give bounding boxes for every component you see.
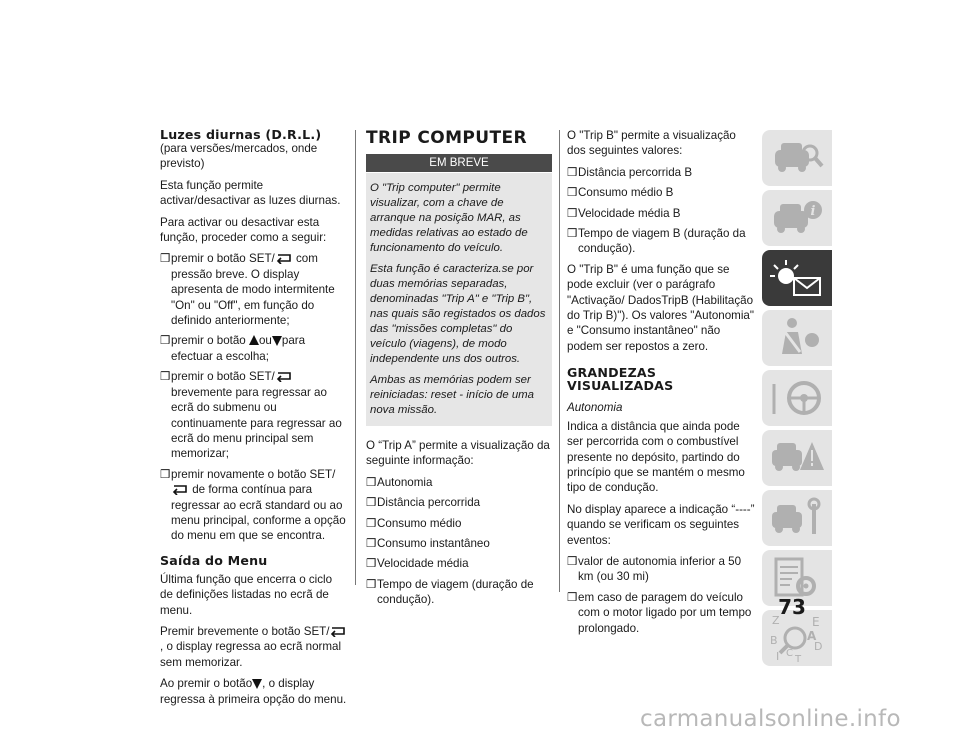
index-letter: T — [795, 654, 802, 665]
index-letter: C — [786, 648, 793, 659]
drl-intro: (para versões/mercados, onde previsto) — [160, 142, 318, 171]
exit-paragraph-3: Ao premir o botão , o display regressa à primeira opção do menu. — [160, 677, 347, 706]
index-letter: E — [812, 615, 820, 629]
subtitle-autonomia: Autonomia — [567, 401, 623, 415]
em-breve-paragraph-3: Ambas as memórias podem ser reiniciadas: reset - início de uma nova missão. — [370, 374, 534, 416]
checkbox-bullet-icon: ❒ — [567, 227, 578, 241]
trip-b-note: O "Trip B" é uma função que se pode excluir (ver o parágrafo "Activação/ DadosTripB (Habilitação do Trip B)"). Os valores "Autonomia" e "Consumo instantâneo" não podem ser repostos a zero. — [567, 262, 754, 353]
tab-safety[interactable] — [762, 310, 832, 366]
list-item: ❒ premir o botão ou para efectuar a escolha; — [160, 334, 306, 363]
checkbox-bullet-icon: ❒ — [567, 590, 578, 604]
list-item: ❒ Consumo médio — [366, 516, 462, 530]
checkbox-bullet-icon: ❒ — [160, 252, 171, 266]
list-item: ❒ Autonomia — [366, 475, 433, 489]
list-item: ❒ valor de autonomia inferior a 50 km (ou 30 mi) — [567, 554, 742, 584]
list-item: ❒ premir o botão SET/ brevemente para regressar ao ecrã do submenu ou continuamente para regressar ao ecrã do menu principal sem memorizar; — [160, 370, 342, 461]
tab-emergency[interactable] — [762, 430, 832, 486]
drl-paragraph-2: Para activar ou desactivar esta função, proceder como a seguir: — [160, 215, 327, 245]
list-item: ❒ Distância percorrida — [366, 496, 481, 510]
checkbox-bullet-icon: ❒ — [366, 537, 377, 551]
section-title-trip-computer: TRIP COMPUTER — [366, 128, 527, 148]
section-title-drl: Luzes diurnas (D.R.L.) — [160, 127, 322, 142]
list-item: ❒ Consumo médio B — [567, 186, 674, 200]
index-letter: B — [770, 634, 778, 647]
trip-b-paragraph: O "Trip B" permite a visualização dos seguintes valores: — [567, 129, 736, 158]
checkbox-bullet-icon: ❒ — [160, 467, 171, 481]
seatbelt-person-icon — [762, 310, 832, 366]
column-3 — [567, 128, 755, 641]
watermark: carmanualsonline.info — [640, 706, 901, 732]
checkbox-bullet-icon: ❒ — [366, 577, 377, 591]
list-item: ❒ Velocidade média B — [567, 206, 681, 220]
list-item: ❒ em caso de paragem do veículo com o motor ligado por um tempo prolongado. — [567, 590, 752, 635]
section-title-exit-menu: Saída do Menu — [160, 552, 268, 568]
column-divider — [559, 130, 560, 592]
list-item: ❒ Consumo instantâneo — [366, 537, 490, 551]
column-1 — [160, 128, 348, 713]
list-item: ❒ premir novamente o botão SET/ de forma contínua para regressar ao ecrã standard ou ao menu principal, conforme a opção do menu em que se encontra. — [160, 467, 346, 543]
checkbox-bullet-icon: ❒ — [160, 370, 171, 384]
em-breve-header: EM BREVE — [366, 154, 552, 172]
section-title-grandezas: GRANDEZAS VISUALIZADAS — [567, 365, 674, 394]
svg-text:i: i — [810, 204, 816, 219]
checkbox-bullet-icon: ❒ — [160, 334, 171, 348]
em-breve-paragraph-1: O "Trip computer" permite visualizar, com a chave de arranque na posição MAR, as medidas relativas ao estado de funcionamento do veículo. — [370, 182, 528, 254]
checkbox-bullet-icon: ❒ — [567, 554, 578, 568]
list-item: ❒ Tempo de viagem (duração de condução). — [366, 577, 534, 607]
tab-driving[interactable] — [762, 370, 832, 426]
steering-wheel-icon — [762, 370, 832, 426]
return-arrow-icon — [171, 485, 189, 495]
column-2 — [366, 128, 552, 613]
drl-paragraph-1: Esta função permite activar/desactivar as luzes diurnas. — [160, 178, 341, 208]
return-arrow-icon — [275, 372, 293, 382]
em-breve-paragraph-2: Esta função é caracteriza.se por duas memórias separadas, denominadas "Trip A" e "Trip B", nas quais são registados os dados das "missões completas" do veículo (viagens), de modo independente uns dos outros. — [370, 263, 546, 365]
arrow-up-icon — [249, 335, 259, 346]
index-letter: Z — [772, 614, 780, 627]
checkbox-bullet-icon: ❒ — [567, 186, 578, 200]
trip-a-paragraph: O “Trip A” permite a visualização da seguinte informação: — [366, 439, 550, 468]
checkbox-bullet-icon: ❒ — [366, 475, 377, 489]
arrow-down-icon — [252, 678, 262, 689]
list-item: ❒ premir o botão SET/ com pressão breve. O display apresenta de modo intermitente "On" ou "Off", em função do definido anteriormente; — [160, 252, 335, 328]
tab-car-info[interactable] — [762, 190, 832, 246]
exit-paragraph-1: Última função que encerra o ciclo de definições listadas no ecrã de menu. — [160, 572, 333, 617]
warning-light-envelope-icon — [762, 250, 832, 306]
index-letter: D — [814, 640, 823, 653]
return-arrow-icon — [329, 627, 347, 637]
list-item: ❒ Distância percorrida B — [567, 165, 693, 179]
autonomia-paragraph-1: Indica a distância que ainda pode ser percorrida com o combustível presente no depósito, partindo do princípio que se mantém o mesmo tipo de condução. — [567, 419, 745, 495]
index-letter: I — [776, 650, 780, 663]
car-warning-triangle-icon — [762, 430, 832, 486]
list-item: ❒ Tempo de viagem B (duração da condução). — [567, 227, 746, 256]
em-breve-box — [366, 173, 552, 426]
car-wrench-icon — [762, 490, 832, 546]
exit-paragraph-2: Premir brevemente o botão SET/ , o display regressa ao ecrã normal sem memorizar. — [160, 624, 348, 670]
index-letter: A — [807, 629, 817, 643]
checkbox-bullet-icon: ❒ — [567, 206, 578, 220]
list-item: ❒ Velocidade média — [366, 557, 469, 571]
checkbox-bullet-icon: ❒ — [366, 516, 377, 530]
car-search-icon — [762, 130, 832, 186]
checkbox-bullet-icon: ❒ — [366, 496, 377, 510]
return-arrow-icon — [275, 254, 293, 264]
page-number: 73 — [778, 595, 806, 619]
tab-dashboard-warning-lights[interactable] — [762, 250, 832, 306]
car-info-icon — [762, 190, 832, 246]
checkbox-bullet-icon: ❒ — [366, 557, 377, 571]
column-divider — [355, 130, 356, 585]
tab-maintenance[interactable] — [762, 490, 832, 546]
checkbox-bullet-icon: ❒ — [567, 165, 578, 179]
tab-car-search[interactable] — [762, 130, 832, 186]
autonomia-paragraph-2: No display aparece a indicação “----” quando se verificam os seguintes eventos: — [567, 502, 755, 547]
arrow-down-icon — [272, 335, 282, 346]
